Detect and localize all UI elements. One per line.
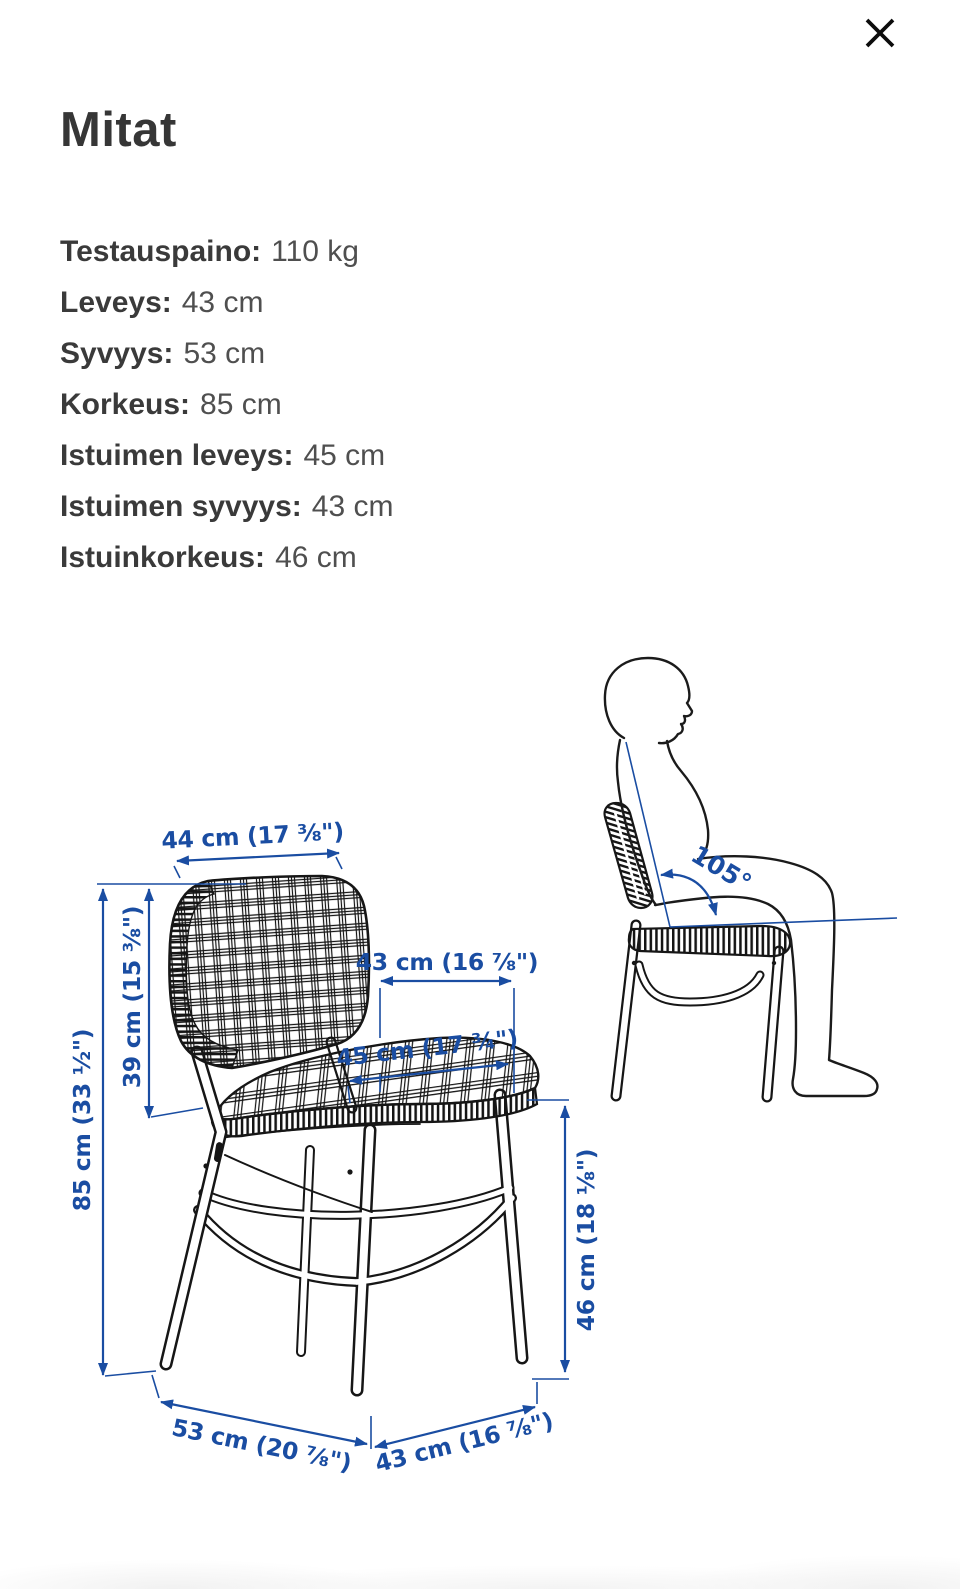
spec-label: Syvyys: bbox=[60, 337, 174, 370]
dim-seat-depth-label: 43 cm (16 ⅞") bbox=[355, 948, 539, 976]
spec-label: Istuinkorkeus: bbox=[60, 541, 266, 574]
dim-seat-height-label: 46 cm (18 ⅛") bbox=[572, 1148, 600, 1332]
dim-back-width bbox=[161, 817, 345, 878]
spec-row bbox=[60, 430, 394, 481]
spec-list bbox=[60, 226, 394, 583]
dim-back-width-label: 44 cm (17 ⅜") bbox=[160, 817, 345, 855]
background-blur-band bbox=[0, 1517, 960, 1589]
dim-seat-width-label: 45 cm (17 ¾") bbox=[334, 1023, 520, 1073]
spec-label: Istuimen leveys: bbox=[60, 439, 294, 472]
spec-row bbox=[60, 532, 394, 583]
dim-depth-label: 53 cm (20 ⅞") bbox=[169, 1413, 354, 1478]
spec-value: 85 cm bbox=[200, 388, 282, 421]
dim-back-height-label: 39 cm (15 ⅜") bbox=[118, 905, 146, 1089]
spec-value: 46 cm bbox=[275, 541, 357, 574]
measurement-diagram bbox=[0, 618, 960, 1518]
dim-height-label: 85 cm (33 ½") bbox=[68, 1028, 96, 1212]
spec-value: 110 kg bbox=[271, 235, 359, 268]
spec-row bbox=[60, 277, 394, 328]
spec-label: Istuimen syvyys: bbox=[60, 490, 302, 523]
dim-width bbox=[372, 1382, 556, 1478]
spec-label: Korkeus: bbox=[60, 388, 191, 421]
dim-width-label: 43 cm (16 ⅞") bbox=[372, 1406, 557, 1478]
dim-seat-height bbox=[527, 1100, 600, 1379]
spec-value: 45 cm bbox=[303, 439, 386, 472]
dim-depth bbox=[152, 1375, 371, 1477]
spec-label: Testauspaino: bbox=[60, 235, 262, 268]
close-icon bbox=[863, 16, 897, 50]
angle-annotation bbox=[626, 742, 897, 927]
spec-row bbox=[60, 379, 394, 430]
spec-value: 43 cm bbox=[181, 286, 264, 319]
spec-value: 53 cm bbox=[183, 337, 266, 370]
spec-label: Leveys: bbox=[60, 286, 172, 319]
angle-label: 105° bbox=[686, 839, 757, 898]
page-title: Mitat bbox=[60, 103, 177, 157]
spec-value: 43 cm bbox=[311, 490, 394, 523]
spec-row bbox=[60, 328, 394, 379]
close-button[interactable] bbox=[856, 9, 904, 57]
spec-row bbox=[60, 481, 394, 532]
spec-row bbox=[60, 226, 394, 277]
